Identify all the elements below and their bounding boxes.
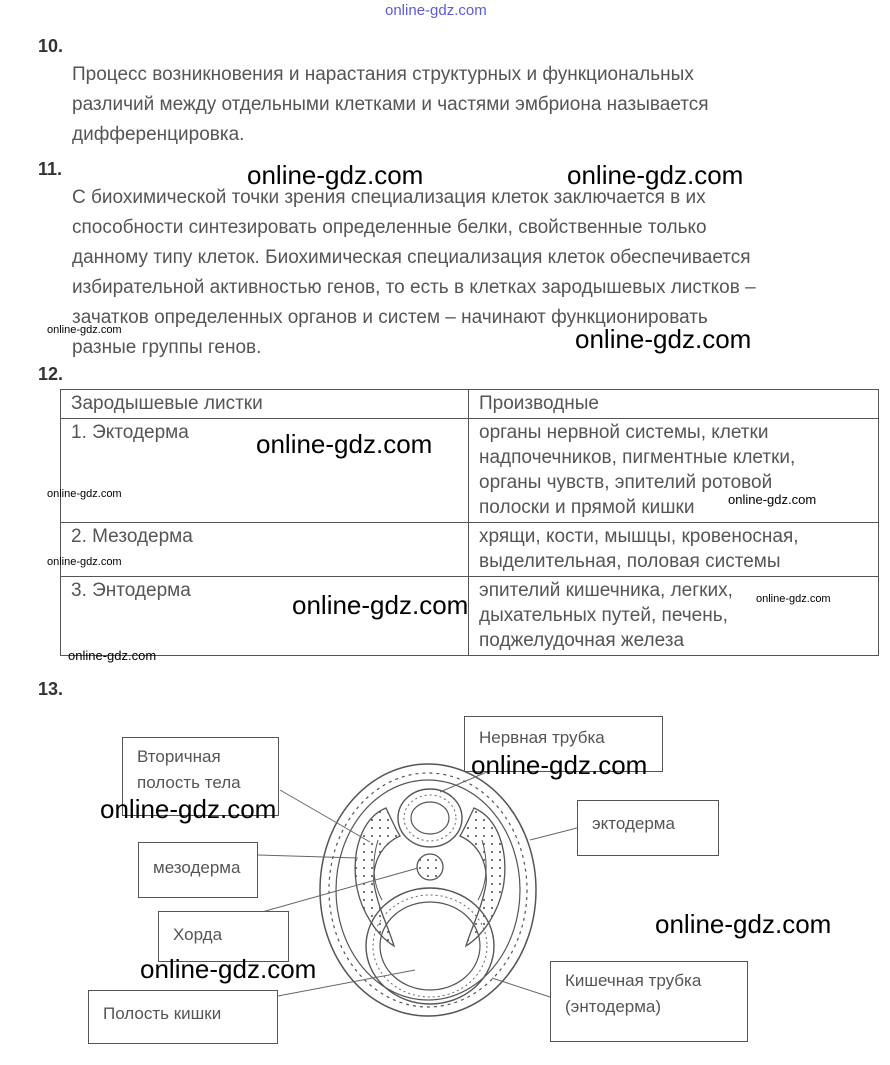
derivative-line: выделительная, половая системы [479, 551, 781, 572]
derivative-line: хрящи, кости, мышцы, кровеносная, [479, 526, 799, 547]
derivative-line: поджелудочная железа [479, 630, 685, 651]
label-neural-tube: Нервная трубка [464, 716, 663, 772]
gut-tube-outer [366, 888, 494, 1004]
top-watermark: online-gdz.com [385, 2, 487, 19]
label-line: полость тела [137, 773, 241, 792]
derivative-line: эпителий кишечника, легких, [479, 580, 733, 601]
pointer-line-mesoderm [258, 855, 358, 858]
label-line: Кишечная трубка [565, 971, 702, 990]
watermark: online-gdz.com [655, 909, 832, 939]
label-line: Вторичная [137, 747, 221, 766]
derivative-line: органы нервной системы, клетки [479, 422, 769, 443]
watermark: online-gdz.com [728, 492, 817, 507]
pointer-line-gut-tube [492, 978, 550, 997]
question-13-number: 13. [38, 679, 64, 699]
label-line: (энтодерма) [565, 997, 662, 1016]
question-11-number: 11. [38, 159, 63, 179]
question-10-number: 10. [38, 36, 64, 56]
pointer-line-secondary-cavity [280, 790, 370, 842]
watermark: online-gdz.com [256, 429, 433, 459]
gut-tube-inner [380, 902, 480, 990]
watermark: online-gdz.com [68, 648, 157, 663]
watermark: online-gdz.com [47, 324, 122, 336]
label-ectoderm: эктодерма [577, 800, 719, 856]
watermark: online-gdz.com [471, 750, 648, 780]
q11-line: разные группы генов. [72, 337, 262, 358]
derivative-line: полоски и прямой кишки [479, 497, 695, 518]
watermark: online-gdz.com [567, 160, 744, 190]
q11-line: избирательной активностью генов, то есть в клетках зародышевых листков – [72, 277, 756, 298]
table-cell-layer: 3. Энтодерма [61, 577, 469, 656]
watermark: online-gdz.com [292, 590, 469, 620]
q11-line: способности синтезировать определенные белки, свойственные только [72, 217, 707, 238]
q11-line: С биохимической точки зрения специализация клеток заключается в их [72, 187, 706, 208]
q10-line: различий между отдельными клетками и частями эмбриона называется [72, 94, 709, 115]
neural-tube-outer [398, 789, 462, 847]
label-chord: Хорда [158, 911, 289, 962]
question-12-number: 12. [38, 364, 64, 384]
table-cell-layer: 1. Эктодерма [61, 419, 469, 523]
watermark: online-gdz.com [140, 954, 317, 984]
pointer-line-chord [262, 868, 418, 912]
pointer-line-ectoderm [530, 828, 577, 840]
q10-line: Процесс возникновения и нарастания структурных и функциональных [72, 64, 694, 85]
table-cell-layer: 2. Мезодерма [61, 523, 469, 577]
watermark: online-gdz.com [47, 556, 122, 568]
table-header-cell: Производные [469, 390, 879, 419]
label-mesoderm: мезодерма [138, 842, 258, 898]
derivative-line: органы чувств, эпителий ротовой [479, 472, 773, 493]
label-gut-cavity: Полость кишки [88, 990, 278, 1044]
q10-line: дифференцировка. [72, 124, 245, 145]
derivative-line: надпочечников, пигментные клетки, [479, 447, 796, 468]
chord-shape [417, 854, 443, 880]
gut-tube-cells [373, 895, 487, 997]
neural-tube-canal [411, 802, 449, 834]
watermark: online-gdz.com [756, 593, 831, 605]
label-gut-tube-endoderm [550, 961, 748, 1042]
watermark: online-gdz.com [47, 488, 122, 500]
watermark: online-gdz.com [247, 160, 424, 190]
watermark: online-gdz.com [100, 794, 277, 824]
mesoderm-right [460, 808, 505, 946]
derivative-line: дыхательных путей, печень, [479, 605, 728, 626]
table-header-cell: Зародышевые листки [61, 390, 469, 419]
q11-line: данному типу клеток. Биохимическая специализация клеток обеспечивается [72, 247, 751, 268]
watermark: online-gdz.com [575, 324, 752, 354]
q11-line: зачатков определенных органов и систем – начинают функционировать [72, 307, 708, 328]
